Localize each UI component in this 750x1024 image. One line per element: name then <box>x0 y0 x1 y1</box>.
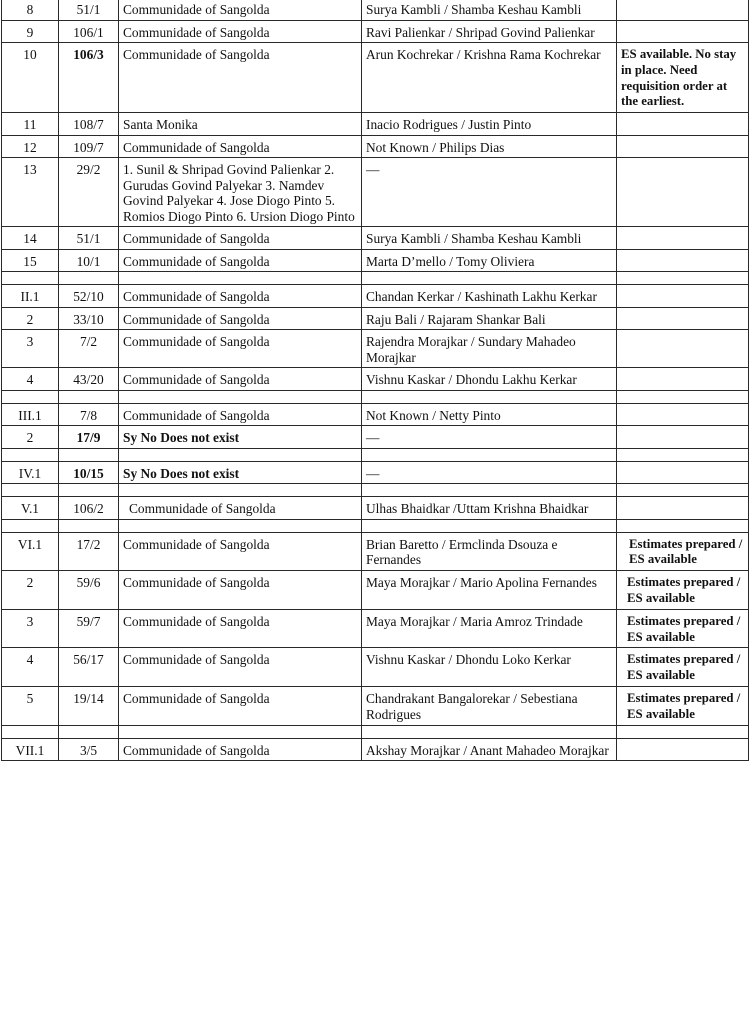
survey-number: 10/15 <box>59 461 119 484</box>
owner-cell: Communidade of Sangolda <box>119 648 362 687</box>
row-number: 5 <box>2 687 59 726</box>
remarks-cell <box>617 227 749 250</box>
table-row <box>2 687 749 726</box>
row-number: 2 <box>2 426 59 449</box>
table-row <box>2 368 749 391</box>
occupant-cell: Inacio Rodrigues / Justin Pinto <box>362 113 617 136</box>
survey-number: 33/10 <box>59 307 119 330</box>
occupant-cell: Marta D’mello / Tomy Oliviera <box>362 249 617 272</box>
owner-cell: Communidade of Sangolda <box>119 0 362 20</box>
remarks-cell: Estimates prepared / ES available <box>617 532 749 571</box>
survey-number: 51/1 <box>59 0 119 20</box>
table-row <box>2 426 749 449</box>
remarks-cell: ES available. No stay in place. Need requisition order at the earliest. <box>617 43 749 113</box>
occupant-cell: Arun Kochrekar / Krishna Rama Kochrekar <box>362 43 617 113</box>
remarks-cell <box>617 461 749 484</box>
empty-row <box>2 272 749 285</box>
table-row <box>2 609 749 648</box>
owner-cell: Communidade of Sangolda <box>119 249 362 272</box>
occupant-cell: — <box>362 426 617 449</box>
survey-number: 106/3 <box>59 43 119 113</box>
table-row <box>2 285 749 308</box>
table-row <box>2 330 749 368</box>
survey-number: 108/7 <box>59 113 119 136</box>
row-number: V.1 <box>2 497 59 520</box>
row-number: 4 <box>2 368 59 391</box>
remarks-cell <box>617 426 749 449</box>
row-number: VII.1 <box>2 738 59 761</box>
table-row <box>2 135 749 158</box>
owner-cell: Communidade of Sangolda <box>119 403 362 426</box>
survey-number: 17/2 <box>59 532 119 571</box>
occupant-cell: Vishnu Kaskar / Dhondu Lakhu Kerkar <box>362 368 617 391</box>
occupant-cell: Ravi Palienkar / Shripad Govind Palienkar <box>362 20 617 43</box>
survey-table <box>1 0 749 761</box>
survey-number: 106/2 <box>59 497 119 520</box>
remarks-cell <box>617 158 749 227</box>
survey-number: 52/10 <box>59 285 119 308</box>
owner-cell: Communidade of Sangolda <box>119 43 362 113</box>
table-row <box>2 227 749 250</box>
occupant-cell: Maya Morajkar / Mario Apolina Fernandes <box>362 571 617 610</box>
empty-row <box>2 484 749 497</box>
survey-number: 10/1 <box>59 249 119 272</box>
remarks-cell: Estimates prepared / ES available <box>617 648 749 687</box>
row-number: 14 <box>2 227 59 250</box>
occupant-cell: Vishnu Kaskar / Dhondu Loko Kerkar <box>362 648 617 687</box>
remarks-cell: Estimates prepared / ES available <box>617 687 749 726</box>
owner-cell: Communidade of Sangolda <box>119 227 362 250</box>
survey-number: 59/7 <box>59 609 119 648</box>
occupant-cell: Brian Baretto / Ermclinda Dsouza e Fernandes <box>362 532 617 571</box>
survey-number: 106/1 <box>59 20 119 43</box>
owner-cell: Communidade of Sangolda <box>119 285 362 308</box>
table-row <box>2 43 749 113</box>
owner-cell: Santa Monika <box>119 113 362 136</box>
row-number: 8 <box>2 0 59 20</box>
row-number: 13 <box>2 158 59 227</box>
occupant-cell: Not Known / Netty Pinto <box>362 403 617 426</box>
survey-number: 19/14 <box>59 687 119 726</box>
remarks-cell <box>617 307 749 330</box>
survey-number: 7/8 <box>59 403 119 426</box>
row-number: 3 <box>2 609 59 648</box>
occupant-cell: Surya Kambli / Shamba Keshau Kambli <box>362 227 617 250</box>
remarks-cell <box>617 135 749 158</box>
table-row <box>2 20 749 43</box>
row-number: 3 <box>2 330 59 368</box>
occupant-cell: Rajendra Morajkar / Sundary Mahadeo Morajkar <box>362 330 617 368</box>
owner-cell: Communidade of Sangolda <box>119 135 362 158</box>
row-number: III.1 <box>2 403 59 426</box>
table-row <box>2 648 749 687</box>
owner-cell: Communidade of Sangolda <box>119 368 362 391</box>
survey-number: 56/17 <box>59 648 119 687</box>
remarks-cell <box>617 403 749 426</box>
row-number: VI.1 <box>2 532 59 571</box>
occupant-cell: Chandrakant Bangalorekar / Sebestiana Rodrigues <box>362 687 617 726</box>
table-row <box>2 571 749 610</box>
remarks-cell <box>617 285 749 308</box>
empty-row <box>2 390 749 403</box>
table-row <box>2 461 749 484</box>
occupant-cell: Surya Kambli / Shamba Keshau Kambli <box>362 0 617 20</box>
owner-cell: Communidade of Sangolda <box>119 738 362 761</box>
row-number: 12 <box>2 135 59 158</box>
survey-number: 3/5 <box>59 738 119 761</box>
owner-cell: Sy No Does not exist <box>119 426 362 449</box>
occupant-cell: Chandan Kerkar / Kashinath Lakhu Kerkar <box>362 285 617 308</box>
owner-cell: Communidade of Sangolda <box>119 609 362 648</box>
occupant-cell: — <box>362 461 617 484</box>
empty-row <box>2 725 749 738</box>
owner-cell: Communidade of Sangolda <box>119 497 362 520</box>
survey-number: 29/2 <box>59 158 119 227</box>
survey-number: 7/2 <box>59 330 119 368</box>
row-number: II.1 <box>2 285 59 308</box>
row-number: 9 <box>2 20 59 43</box>
table-row <box>2 0 749 20</box>
remarks-cell <box>617 113 749 136</box>
occupant-cell: Not Known / Philips Dias <box>362 135 617 158</box>
row-number: 11 <box>2 113 59 136</box>
row-number: 10 <box>2 43 59 113</box>
table-row <box>2 158 749 227</box>
survey-number: 17/9 <box>59 426 119 449</box>
empty-row <box>2 448 749 461</box>
survey-number: 59/6 <box>59 571 119 610</box>
remarks-cell: Estimates prepared / ES available <box>617 609 749 648</box>
remarks-cell <box>617 497 749 520</box>
table-row <box>2 497 749 520</box>
occupant-cell: Akshay Morajkar / Anant Mahadeo Morajkar <box>362 738 617 761</box>
row-number: 2 <box>2 571 59 610</box>
remarks-cell <box>617 738 749 761</box>
survey-number: 43/20 <box>59 368 119 391</box>
remarks-cell <box>617 20 749 43</box>
survey-number: 109/7 <box>59 135 119 158</box>
owner-cell: Communidade of Sangolda <box>119 20 362 43</box>
remarks-cell <box>617 0 749 20</box>
remarks-cell <box>617 368 749 391</box>
owner-cell: Sy No Does not exist <box>119 461 362 484</box>
row-number: 15 <box>2 249 59 272</box>
owner-cell: Communidade of Sangolda <box>119 307 362 330</box>
row-number: 2 <box>2 307 59 330</box>
owner-cell: Communidade of Sangolda <box>119 532 362 571</box>
table-row <box>2 249 749 272</box>
table-row <box>2 403 749 426</box>
remarks-cell <box>617 249 749 272</box>
owner-cell: Communidade of Sangolda <box>119 330 362 368</box>
row-number: 4 <box>2 648 59 687</box>
occupant-cell: Maya Morajkar / Maria Amroz Trindade <box>362 609 617 648</box>
owner-cell: Communidade of Sangolda <box>119 687 362 726</box>
table-row <box>2 532 749 571</box>
occupant-cell: Raju Bali / Rajaram Shankar Bali <box>362 307 617 330</box>
owner-cell: 1. Sunil & Shripad Govind Palienkar 2. Gurudas Govind Palyekar 3. Namdev Govind Palyekar 4. Jose Diogo Pinto 5. Romios Diogo Pinto 6. Ursion Diogo Pinto <box>119 158 362 227</box>
survey-number: 51/1 <box>59 227 119 250</box>
row-number: IV.1 <box>2 461 59 484</box>
occupant-cell: — <box>362 158 617 227</box>
table-row <box>2 307 749 330</box>
occupant-cell: Ulhas Bhaidkar /Uttam Krishna Bhaidkar <box>362 497 617 520</box>
remarks-cell <box>617 330 749 368</box>
table-row <box>2 738 749 761</box>
table-row <box>2 113 749 136</box>
remarks-cell: Estimates prepared / ES available <box>617 571 749 610</box>
empty-row <box>2 519 749 532</box>
owner-cell: Communidade of Sangolda <box>119 571 362 610</box>
